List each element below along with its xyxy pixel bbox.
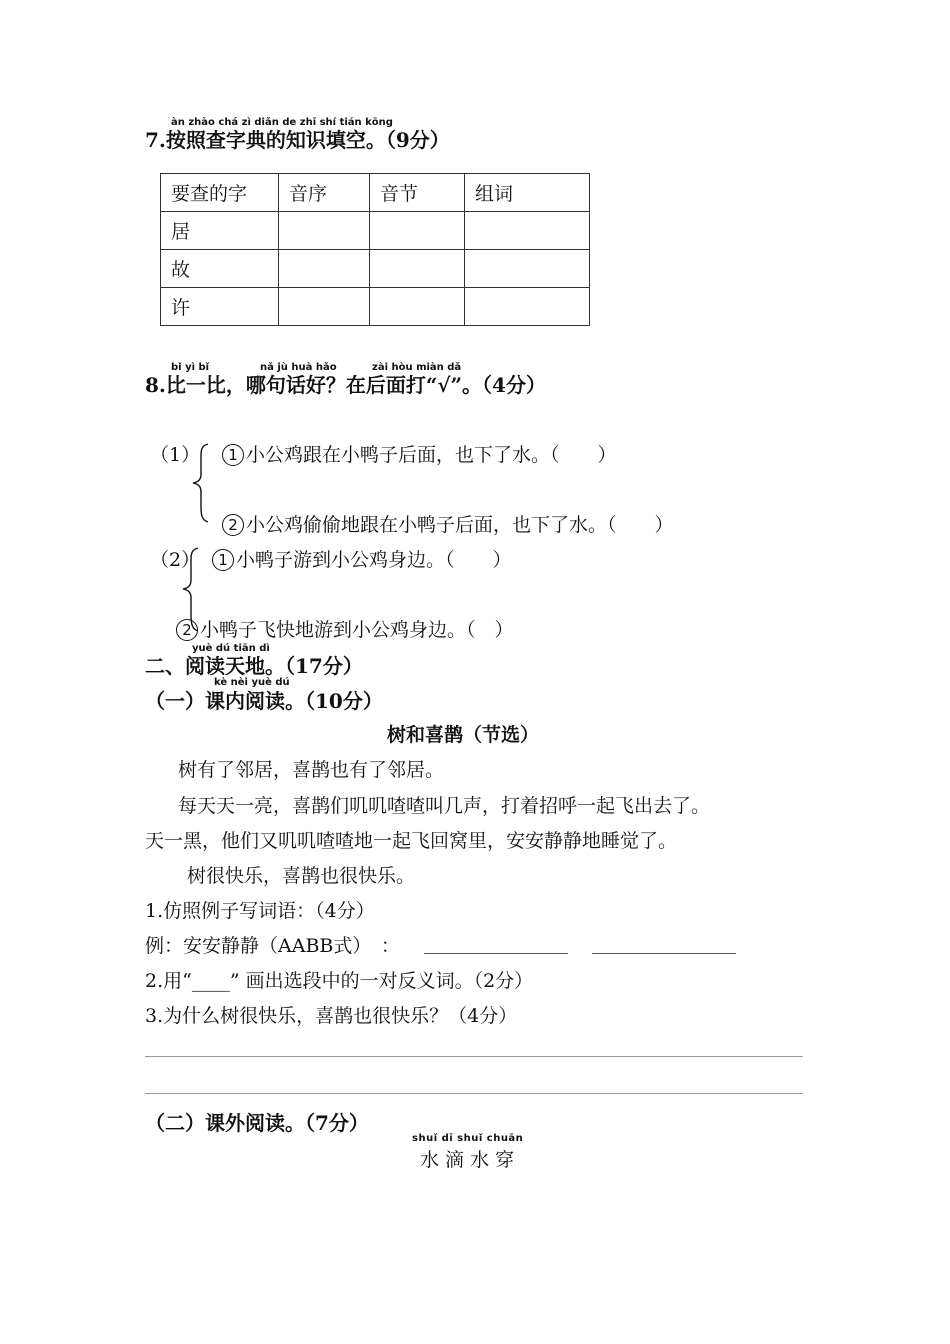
- answer-line[interactable]: [145, 1056, 803, 1057]
- table-header: 音节: [370, 174, 465, 212]
- q7-pinyin: àn zhào chá zì diǎn de zhī shí tián kōng: [171, 117, 393, 128]
- group2-label: （2）: [150, 549, 201, 571]
- option-1a: [222, 440, 617, 467]
- answer-cell[interactable]: [279, 288, 370, 326]
- q7-title: 7.按照查字典的知识填空。（9分）: [145, 128, 450, 152]
- passage-paragraph: 每天天一亮，喜鹊们叽叽喳喳叫几声，打着招呼一起飞出去了。: [178, 795, 711, 817]
- part2-pinyin: shuǐ dī shuǐ chuān: [412, 1133, 524, 1144]
- option-text: 小公鸡偷偷地跟在小鸭子后面，也下了水。（ ）: [246, 514, 674, 536]
- answer-cell[interactable]: [465, 288, 590, 326]
- circled-number: 1: [222, 444, 244, 466]
- q8-title: 8.比一比，哪句话好？在后面打“√”。（4分）: [145, 373, 546, 397]
- section2-title: 二、阅读天地。（17分）: [145, 654, 363, 678]
- part1-title: （一）课内阅读。（10分）: [145, 689, 383, 713]
- table-row: [161, 288, 590, 326]
- part2-title: （二）课外阅读。（7分）: [145, 1111, 369, 1135]
- table-cell-char: 故: [161, 250, 279, 288]
- passage-title: 树和喜鹊（节选）: [387, 724, 540, 746]
- table-row: [161, 250, 590, 288]
- passage-paragraph: 天一黑，他们又叽叽喳喳地一起飞回窝里，安安静静地睡觉了。: [145, 830, 678, 852]
- table-cell-char: 居: [161, 212, 279, 250]
- answer-cell[interactable]: [279, 250, 370, 288]
- table-header: 音序: [279, 174, 370, 212]
- circled-number: 1: [212, 549, 234, 571]
- group1-label: （1）: [150, 444, 201, 466]
- part1-pinyin: kè nèi yuè dú: [214, 677, 290, 688]
- part2-passage-title: 水 滴 水 穿: [420, 1149, 515, 1171]
- answer-blank[interactable]: [424, 953, 568, 954]
- answer-line[interactable]: [145, 1093, 803, 1094]
- passage-paragraph: 树有了邻居，喜鹊也有了邻居。: [178, 759, 445, 781]
- reading-q1-example: 例：安安静静（AABB式） ：: [145, 935, 400, 957]
- reading-q3: 3.为什么树很快乐，喜鹊也很快乐？（4分）: [145, 1005, 518, 1027]
- option-2b: [176, 615, 514, 642]
- q8-pinyin-1: bǐ yì bǐ: [171, 362, 210, 373]
- answer-cell[interactable]: [279, 212, 370, 250]
- reading-q2: 2.用“____” 画出选段中的一对反义词。（2分）: [145, 970, 534, 992]
- option-text: 小公鸡跟在小鸭子后面，也下了水。（ ）: [246, 444, 617, 466]
- option-text: 小鸭子飞快地游到小公鸡身边。（ ）: [200, 619, 514, 641]
- section2-pinyin: yuè dú tiān dì: [192, 643, 270, 654]
- answer-cell[interactable]: [370, 250, 465, 288]
- option-1b: [222, 510, 674, 537]
- table-header-row: [161, 174, 590, 212]
- q8-pinyin-2: nǎ jù huà hǎo: [260, 362, 337, 373]
- option-2a: [212, 545, 512, 572]
- passage-paragraph: 树很快乐，喜鹊也很快乐。: [187, 865, 416, 887]
- table-cell-char: 许: [161, 288, 279, 326]
- option-text: 小鸭子游到小公鸡身边。（ ）: [236, 549, 512, 571]
- brace-icon: [190, 440, 212, 525]
- circled-number: 2: [176, 619, 198, 641]
- table-header: 要查的字: [161, 174, 279, 212]
- answer-cell[interactable]: [370, 212, 465, 250]
- reading-q1: 1.仿照例子写词语：（4分）: [145, 900, 375, 922]
- table-header: 组词: [465, 174, 590, 212]
- answer-blank[interactable]: [592, 953, 736, 954]
- answer-cell[interactable]: [465, 212, 590, 250]
- circled-number: 2: [222, 514, 244, 536]
- answer-cell[interactable]: [370, 288, 465, 326]
- table-row: [161, 212, 590, 250]
- dictionary-table: [160, 173, 590, 326]
- q8-pinyin-3: zài hòu miàn dǎ: [372, 362, 462, 373]
- answer-cell[interactable]: [465, 250, 590, 288]
